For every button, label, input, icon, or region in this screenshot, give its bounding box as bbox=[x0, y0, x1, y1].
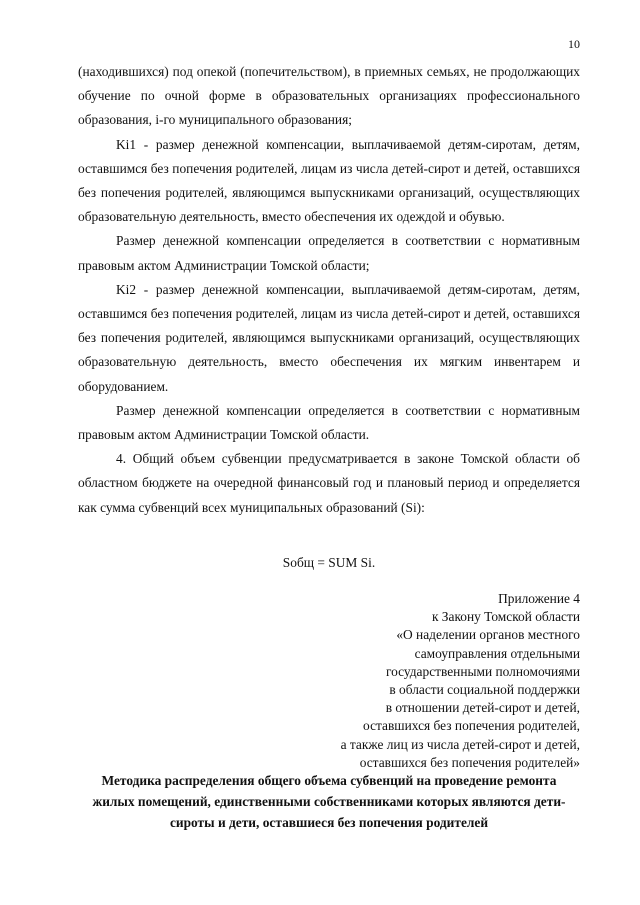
page-number: 10 bbox=[568, 37, 580, 51]
paragraph: (находившихся) под опекой (попечительством), в приемных семьях, не продолжающих обучение по очной форме в образовательных организациях профессионального образования, i-го муниципального образования; bbox=[78, 64, 580, 128]
paragraph: Ki2 - размер денежной компенсации, выплачиваемой детям-сиротам, детям, оставшимся без попечения родителей, лицам из числа детей-сирот и детей, оставшихся без попечения родителей, являющимся выпускниками организаций, осуществляющих образовательную деятельность, вместо обеспечения их мягким инвентарем и оборудованием. bbox=[78, 281, 580, 394]
appendix-line: в области социальной поддержки bbox=[389, 682, 580, 698]
appendix-line: оставшихся без попечения родителей» bbox=[359, 754, 580, 770]
appendix-line: к Закону Томской области bbox=[431, 609, 580, 625]
appendix-line: «О наделении органов местного bbox=[396, 627, 580, 643]
paragraph: Размер денежной компенсации определяется в соответствии с нормативным правовым актом Администрации Томской области. bbox=[78, 402, 580, 443]
title-line: Методика распределения общего объема субвенций на проведение ремонта bbox=[101, 773, 557, 788]
paragraph: 4. Общий объем субвенции предусматривается в законе Томской области об областном бюджете на очередной финансовый год и плановый период и определяется как сумма субвенций всех муниципальных образований (Si): bbox=[78, 451, 580, 515]
appendix-line: государственными полномочиями bbox=[385, 663, 580, 679]
paragraph: Ki1 - размер денежной компенсации, выплачиваемой детям-сиротам, детям, оставшимся без попечения родителей, лицам из числа детей-сирот и детей, оставшихся без попечения родителей, являющимся выпускниками организаций, осуществляющих образовательную деятельность, вместо обеспечения их одеждой и обувью. bbox=[78, 136, 580, 225]
appendix-line: оставшихся без попечения родителей, bbox=[363, 718, 580, 734]
appendix-line: самоуправления отдельными bbox=[414, 645, 580, 661]
title-line: жилых помещений, единственными собственниками которых являются дети- bbox=[92, 794, 566, 809]
title-line: сироты и дети, оставшиеся без попечения родителей bbox=[169, 815, 489, 830]
formula: Sобщ = SUM Si. bbox=[282, 555, 376, 570]
paragraph: Размер денежной компенсации определяется в соответствии с нормативным правовым актом Администрации Томской области; bbox=[78, 233, 580, 273]
appendix-line: в отношении детей-сирот и детей, bbox=[385, 700, 580, 716]
appendix-header bbox=[341, 590, 580, 772]
methodology-title bbox=[70, 770, 588, 833]
body-text bbox=[78, 60, 580, 520]
appendix-line: а также лиц из числа детей-сирот и детей, bbox=[340, 736, 580, 752]
appendix-line: Приложение 4 bbox=[498, 591, 580, 606]
